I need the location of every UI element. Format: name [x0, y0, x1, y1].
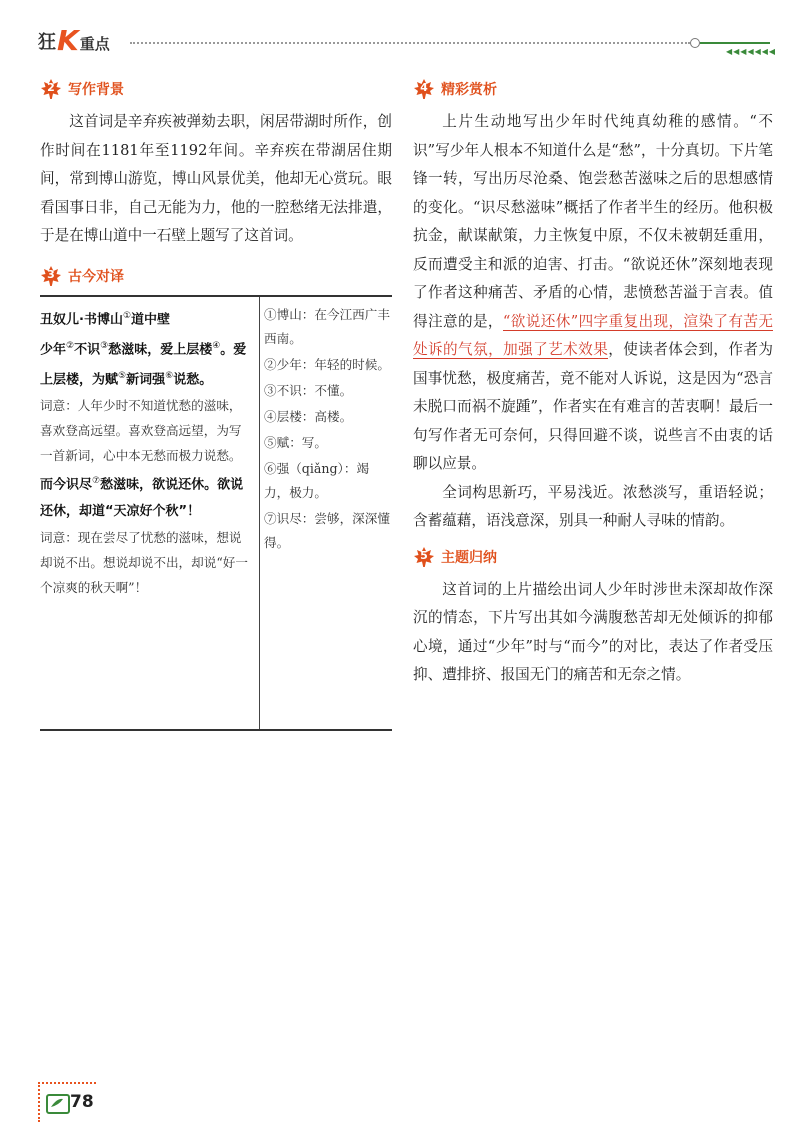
section-heading-theme: [413, 544, 773, 570]
gloss-item: ⑥强（qiǎng）：竭力，极力。: [264, 460, 370, 500]
left-column: [40, 76, 392, 731]
section-heading-appreciation: [413, 76, 773, 102]
gloss-item: ⑦识尽：尝够，深深懂得。: [264, 510, 390, 550]
maple-leaf-icon: 3: [40, 265, 62, 287]
page-footer: [38, 1082, 96, 1122]
header-triangles-icon: ◀◀◀◀◀◀◀: [726, 47, 777, 56]
section-title: 精彩赏析: [441, 82, 497, 98]
brand-char-b: 重点: [79, 35, 110, 53]
header-rule-dot: [690, 38, 700, 48]
section-heading-background: [40, 76, 392, 102]
translation-table: [40, 295, 392, 731]
section-heading-translation: [40, 263, 392, 289]
section-title: 古今对译: [68, 268, 124, 285]
table-divider: [259, 297, 260, 729]
section-title: 写作背景: [68, 82, 124, 98]
poem-column: [40, 303, 254, 600]
maple-leaf-icon: 4: [413, 78, 435, 100]
page-header: [38, 24, 777, 58]
header-dotted-rule: [130, 42, 690, 44]
poem-title: 丑奴儿·书博山①道中壁: [40, 310, 171, 327]
gloss-item: ④层楼：高楼。: [264, 408, 353, 424]
appreciation-paragraph-1: 上片生动地写出少年时代纯真幼稚的感情。“不识”写少年人根本不知道什么是“愁”，十分真切。下片笔锋一转，写出历尽沧桑、饱尝愁苦滋味之后的思想感情的变化。“识尽愁滋味”概括了作者半生的经历。他积极抗金，献谋献策，力主恢复中原，不仅未被朝廷重用，反而遭受主和派的迫害、打击。“欲说还休”深刻地表现了作者这种痛苦、矛盾的心情，悲愤愁苦溢于言表。值得注意的是，“欲说还休”四字重复出现，渲染了有苦无处诉的气氛，加强了艺术效果，使读者体会到，作者为国事忧愁，极度痛苦，竟不能对人诉说，这是因为“恐言未脱口而祸不旋踵”，作者实在有难言的苦衷啊！最后一句写作者无可奈何，只得回避不谈，说些言不由衷的话聊以应景。: [413, 113, 773, 472]
poem-stanza-1: 少年②不识③愁滋味，爱上层楼④。爱上层楼，为赋⑤新词强⑥说愁。: [40, 340, 247, 388]
gloss-column: [264, 303, 390, 557]
stanza-1-meaning: 词意：人年少时不知道忧愁的滋味，喜欢登高远望。喜欢登高远望，为写一首新词，心中本无愁而极力说愁。: [40, 398, 242, 464]
gloss-item: ⑤赋：写。: [264, 434, 327, 450]
gloss-item: ①博山：在今江西广丰西南。: [264, 306, 390, 346]
maple-leaf-icon: 5: [413, 546, 435, 568]
maple-leaf-icon: 2: [40, 78, 62, 100]
brand-char-a: 狂: [38, 32, 56, 53]
brand-logo: [38, 24, 110, 57]
highlighted-text: “欲说还休”四字重复出现，渲染了有苦无处诉的气氛，加强了艺术效果: [413, 312, 773, 358]
gloss-item: ②少年：年轻的时候。: [264, 356, 390, 372]
brand-k: K: [57, 24, 79, 57]
theme-paragraph: 这首词的上片描绘出词人少年时涉世未深却故作深沉的情态，下片写出其如今满腹愁苦却无处倾诉的抑郁心境，通过“少年”时与“而今”的对比，表达了作者受压抑、遭排挤、报国无门的痛苦和无奈之情。: [413, 580, 773, 683]
section-title: 主题归纳: [441, 549, 497, 566]
stanza-2-meaning: 词意：现在尝尽了忧愁的滋味，想说却说不出。想说却说不出，却说“好一个凉爽的秋天啊”！: [40, 529, 248, 595]
leaf-book-icon: [46, 1094, 70, 1114]
header-green-rule: [700, 42, 770, 44]
gloss-item: ③不识：不懂。: [264, 382, 353, 398]
background-paragraph: 这首词是辛弃疾被弹劾去职，闲居带湖时所作，创作时间在1181年至1192年间。辛弃疾在带湖居住期间，常到博山游览，博山风景优美，他却无心赏玩。眼看国事日非，自己无能为力，他的一腔愁绪无法排遣，于是在博山道中一石壁上题写了这首词。: [40, 113, 392, 244]
page-number: 78: [70, 1092, 94, 1112]
poem-stanza-2: 而今识尽⑦愁滋味，欲说还休。欲说还休，却道“天凉好个秋”！: [40, 476, 244, 519]
appreciation-paragraph-2: 全词构思新巧，平易浅近。浓愁淡写，重语轻说；含蓄蕴藉，语浅意深，别具一种耐人寻味的情韵。: [413, 483, 773, 529]
right-column: [413, 76, 773, 690]
